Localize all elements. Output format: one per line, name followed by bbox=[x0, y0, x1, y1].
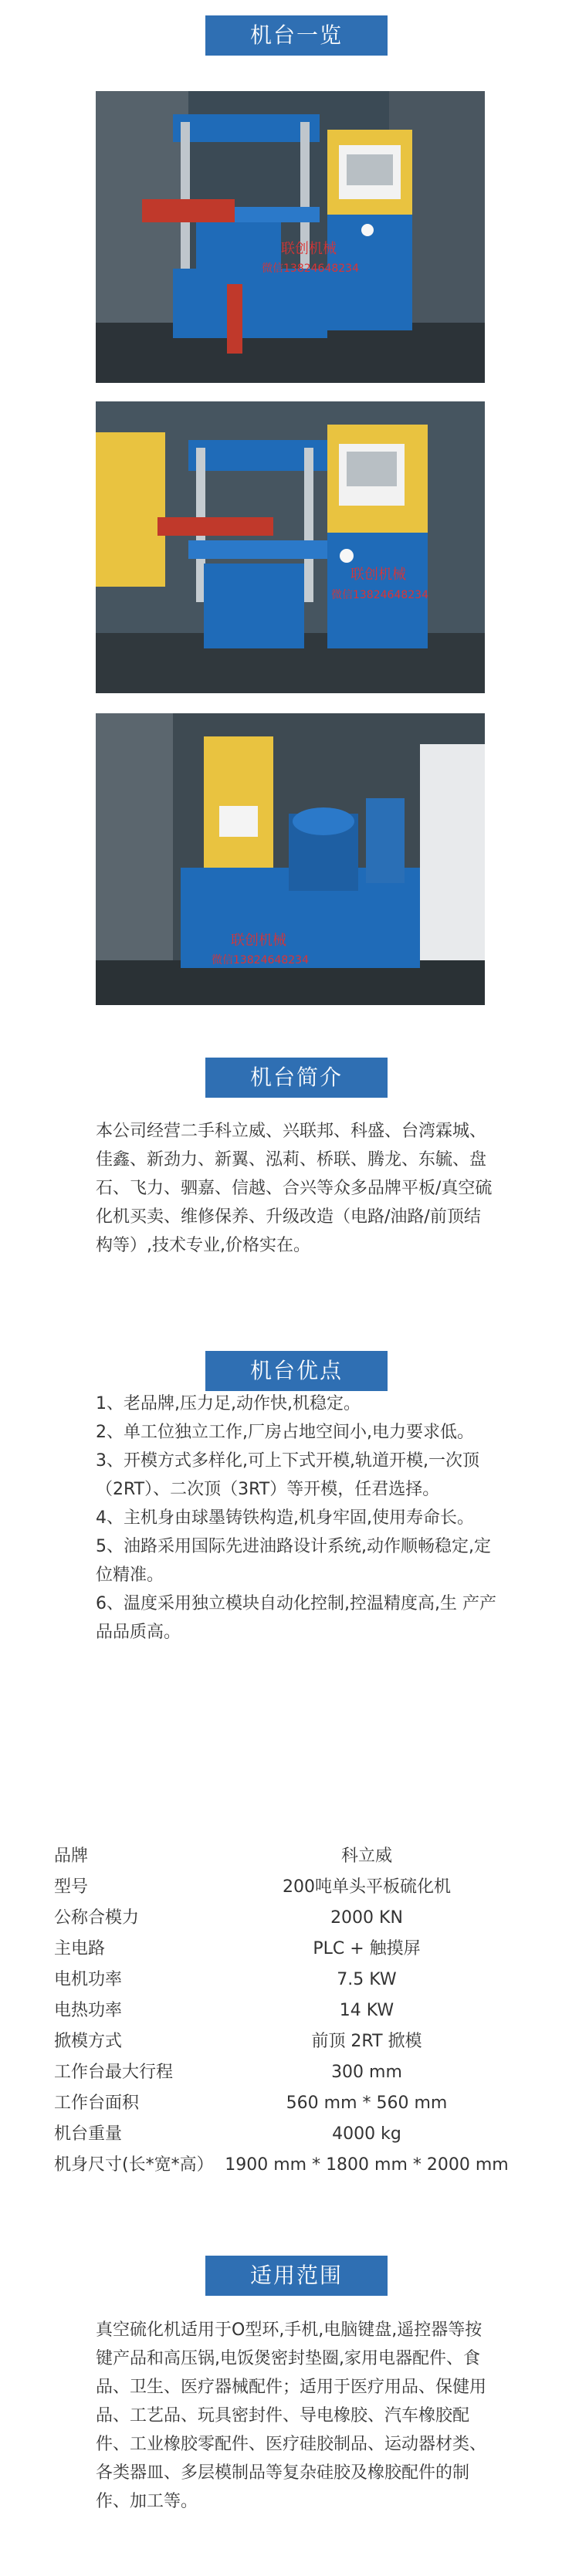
watermark-line-1: 联创机械 bbox=[281, 241, 337, 257]
spec-row bbox=[54, 1903, 564, 1934]
advantage-item: 4、主机身由球墨铸铁构造,机身牢固,使用寿命长。 bbox=[96, 1508, 474, 1528]
watermark-line-2: 微信13824648234 bbox=[331, 589, 428, 601]
spec-label: 电机功率 bbox=[54, 1970, 123, 1989]
spec-value: 200吨单头平板硫化机 bbox=[283, 1877, 451, 1897]
machine-photo-side bbox=[96, 401, 485, 693]
spec-label: 工作台最大行程 bbox=[54, 2063, 174, 2082]
spec-row bbox=[54, 2057, 564, 2088]
spec-label: 机身尺寸(长*宽*高） bbox=[54, 2155, 214, 2175]
spec-value: 7.5 KW bbox=[337, 1970, 397, 1989]
spec-row bbox=[54, 2088, 564, 2119]
advantage-item: 2、单工位独立工作,厂房占地空间小,电力要求低。 bbox=[96, 1423, 474, 1442]
advantage-item: 1、老品牌,压力足,动作快,机稳定。 bbox=[96, 1394, 361, 1413]
spec-value: 4000 kg bbox=[332, 2124, 401, 2144]
section-title-advantages: 机台优点 bbox=[205, 1351, 388, 1391]
intro-text: 本公司经营二手科立威、兴联邦、科盛、台湾霖城、佳鑫、新劲力、新翼、泓莉、桥联、腾龙、东毓、盘石、飞力、驷嘉、信越、合兴等众多品牌平板/真空硫化机买卖、维修保养、升级改造（电路/油路/前顶结构等）,技术专业,价格实在。 bbox=[96, 1122, 493, 1255]
spec-row bbox=[54, 1934, 564, 1965]
spec-value: 1900 mm * 1800 mm * 2000 mm bbox=[225, 2155, 509, 2175]
watermark-line-2: 微信13824648234 bbox=[212, 954, 309, 966]
spec-row bbox=[54, 1841, 564, 1872]
spec-label: 电热功率 bbox=[54, 2001, 123, 2020]
advantage-item: 5、油路采用国际先进油路设计系统,动作顺畅稳定,定位精准。 bbox=[96, 1537, 491, 1585]
spec-row bbox=[54, 1995, 564, 2026]
watermark-line-1: 联创机械 bbox=[350, 567, 406, 583]
section-title-overview: 机台一览 bbox=[205, 15, 388, 56]
applications-paragraph bbox=[96, 2316, 497, 2516]
spec-row bbox=[54, 1872, 564, 1903]
spec-value: 前顶 2RT 掀模 bbox=[311, 2032, 422, 2051]
spec-label: 品牌 bbox=[54, 1847, 89, 1866]
watermark-line-1: 联创机械 bbox=[231, 933, 286, 949]
spec-value: PLC + 触摸屏 bbox=[313, 1939, 421, 1958]
spec-value: 14 KW bbox=[339, 2001, 394, 2020]
watermark-line-2: 微信13824648234 bbox=[262, 262, 359, 275]
spec-label: 主电路 bbox=[54, 1939, 106, 1958]
machine-photo-side-image bbox=[96, 401, 485, 693]
spec-row bbox=[54, 2150, 564, 2181]
spec-label: 机台重量 bbox=[54, 2124, 123, 2144]
section-title-applications: 适用范围 bbox=[205, 2256, 388, 2296]
applications-text: 真空硫化机适用于O型环,手机,电脑键盘,遥控器等按键产品和高压锅,电饭煲密封垫圈,家用电器配件、食品、卫生、医疗器械配件；适用于医疗用品、保健用品、工艺品、玩具密封件、导电橡胶、汽车橡胶配件、工业橡胶零配件、医疗硅胶制品、运动器材类、各类器皿、多层模制品等复杂硅胶及橡胶配件的制作、加工等。 bbox=[96, 2320, 487, 2511]
spec-value: 300 mm bbox=[331, 2063, 402, 2082]
advantage-item: 6、温度采用独立模块自动化控制,控温精度高,生 产产品品质高。 bbox=[96, 1594, 496, 1642]
spec-label: 型号 bbox=[54, 1877, 89, 1897]
spec-label: 公称合模力 bbox=[54, 1908, 140, 1928]
spec-value: 2000 KN bbox=[330, 1908, 403, 1928]
machine-photo-rear bbox=[96, 713, 485, 1005]
spec-row bbox=[54, 2119, 564, 2150]
spec-row bbox=[54, 2026, 564, 2057]
specs-table bbox=[54, 1841, 564, 2181]
machine-photo-rear-image bbox=[96, 713, 485, 1005]
spec-label: 工作台面积 bbox=[54, 2094, 140, 2113]
section-title-intro: 机台简介 bbox=[205, 1058, 388, 1098]
spec-label: 掀模方式 bbox=[54, 2032, 123, 2051]
spec-value: 科立威 bbox=[340, 1847, 392, 1866]
advantage-item: 3、开模方式多样化,可上下式开模,轨道开模,一次顶（2RT）、二次顶（3RT）等开模，任君选择。 bbox=[96, 1451, 479, 1499]
machine-photo-front-image bbox=[96, 91, 485, 383]
spec-row bbox=[54, 1965, 564, 1995]
advantages-list bbox=[96, 1390, 497, 1647]
intro-paragraph bbox=[96, 1117, 497, 1260]
spec-value: 560 mm * 560 mm bbox=[286, 2094, 448, 2113]
machine-photo-front bbox=[96, 91, 485, 383]
